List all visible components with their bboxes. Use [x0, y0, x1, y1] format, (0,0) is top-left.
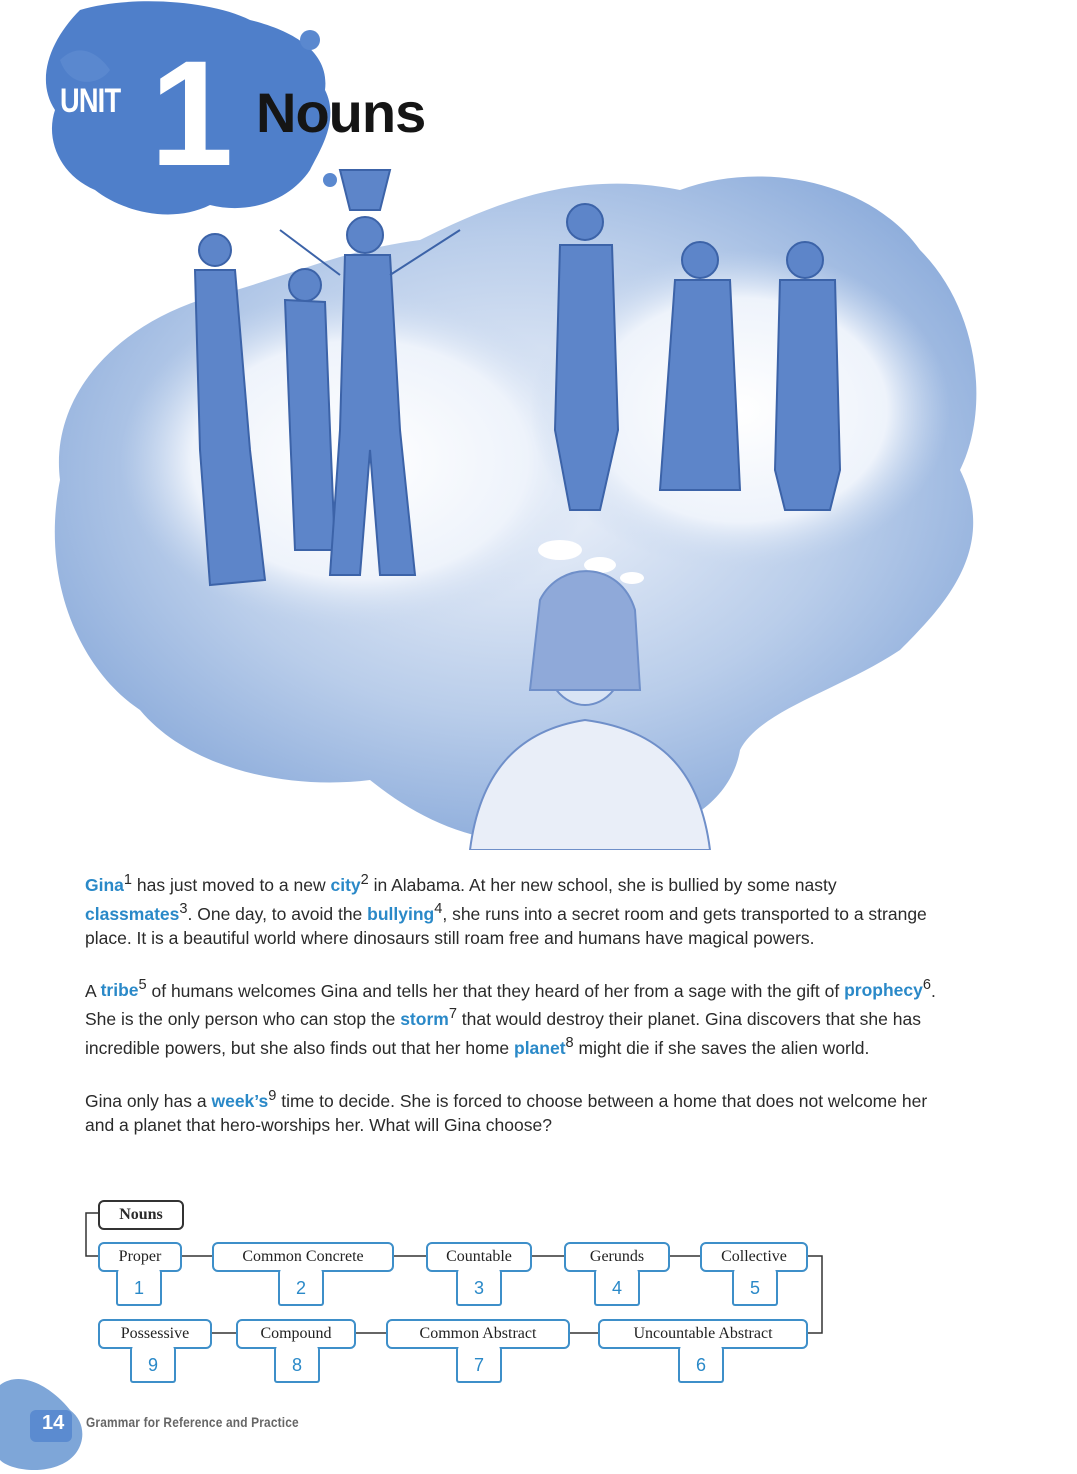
- book-title: Grammar for Reference and Practice: [86, 1414, 299, 1430]
- keyword-noun: storm: [400, 1009, 449, 1030]
- noun-type-box: Uncountable Abstract: [598, 1319, 808, 1349]
- noun-type-number: 9: [130, 1347, 176, 1383]
- unit-label: UNIT: [60, 82, 121, 120]
- story-text-run: has just moved to a new: [132, 874, 331, 895]
- story-paragraph: [85, 974, 945, 1060]
- noun-type-number: 2: [278, 1270, 324, 1306]
- keyword-noun: prophecy: [844, 980, 923, 1001]
- footnote-number: 5: [138, 977, 147, 994]
- noun-types-diagram: [80, 1200, 840, 1400]
- keyword-noun: tribe: [100, 980, 139, 1001]
- diagram-root-nouns: Nouns: [98, 1200, 184, 1230]
- noun-type-number: 8: [274, 1347, 320, 1383]
- noun-type-box: Possessive: [98, 1319, 212, 1349]
- footnote-number: 4: [434, 900, 443, 917]
- footnote-number: 6: [922, 977, 931, 994]
- story-paragraph: [85, 1084, 945, 1137]
- noun-type-box: Common Abstract: [386, 1319, 570, 1349]
- keyword-noun: Gina: [85, 874, 124, 895]
- noun-type-number: 3: [456, 1270, 502, 1306]
- footnote-number: 7: [448, 1006, 457, 1023]
- footnote-number: 1: [123, 872, 133, 888]
- keyword-noun: week’s: [211, 1090, 269, 1111]
- page-title: Nouns: [256, 81, 426, 144]
- story-paragraph: [85, 868, 945, 950]
- story-text-run: A: [85, 980, 101, 1001]
- story-illustration: [40, 130, 1000, 850]
- story-text-run: , she runs into a secret room and gets transported to a strange place. It is a beautiful world where dinosaurs still roam free and humans have magical powers.: [85, 903, 927, 948]
- story-text-run: Gina only has a: [85, 1090, 212, 1111]
- noun-type-number: 6: [678, 1347, 724, 1383]
- noun-type-box: Collective: [700, 1242, 808, 1272]
- noun-type-number: 7: [456, 1347, 502, 1383]
- story-text-run: time to decide. She is forced to choose between a home that does not welcome her and a planet that hero-worships her. What will Gina choose?: [85, 1090, 928, 1135]
- noun-type-box: Common Concrete: [212, 1242, 394, 1272]
- noun-type-box: Countable: [426, 1242, 532, 1272]
- story-text: [85, 868, 945, 1161]
- story-text-run: . She is the only person who can stop the: [85, 980, 936, 1030]
- footnote-number: 2: [360, 872, 369, 888]
- keyword-noun: classmates: [85, 903, 180, 924]
- noun-type-box: Gerunds: [564, 1242, 670, 1272]
- unit-number: 1: [150, 29, 234, 197]
- footnote-number: 8: [565, 1035, 574, 1052]
- noun-type-box: Compound: [236, 1319, 356, 1349]
- keyword-noun: bullying: [367, 903, 435, 924]
- noun-type-number: 1: [116, 1270, 162, 1306]
- keyword-noun: city: [330, 874, 361, 895]
- noun-type-box: Proper: [98, 1242, 182, 1272]
- story-text-run: in Alabama. At her new school, she is bullied by some nasty: [368, 874, 837, 895]
- story-text-run: of humans welcomes Gina and tells her that they heard of her from a sage with the gift of: [146, 980, 845, 1001]
- keyword-noun: planet: [514, 1038, 566, 1059]
- story-text-run: might die if she saves the alien world.: [573, 1038, 870, 1059]
- noun-type-number: 5: [732, 1270, 778, 1306]
- story-text-run: . One day, to avoid the: [187, 903, 368, 924]
- footnote-number: 3: [179, 900, 188, 917]
- page-number: 14: [42, 1412, 65, 1434]
- story-text-run: that would destroy their planet. Gina discovers that she has incredible powers, but she also finds out that her home: [85, 1009, 921, 1059]
- footnote-number: 9: [268, 1088, 277, 1105]
- noun-type-number: 4: [594, 1270, 640, 1306]
